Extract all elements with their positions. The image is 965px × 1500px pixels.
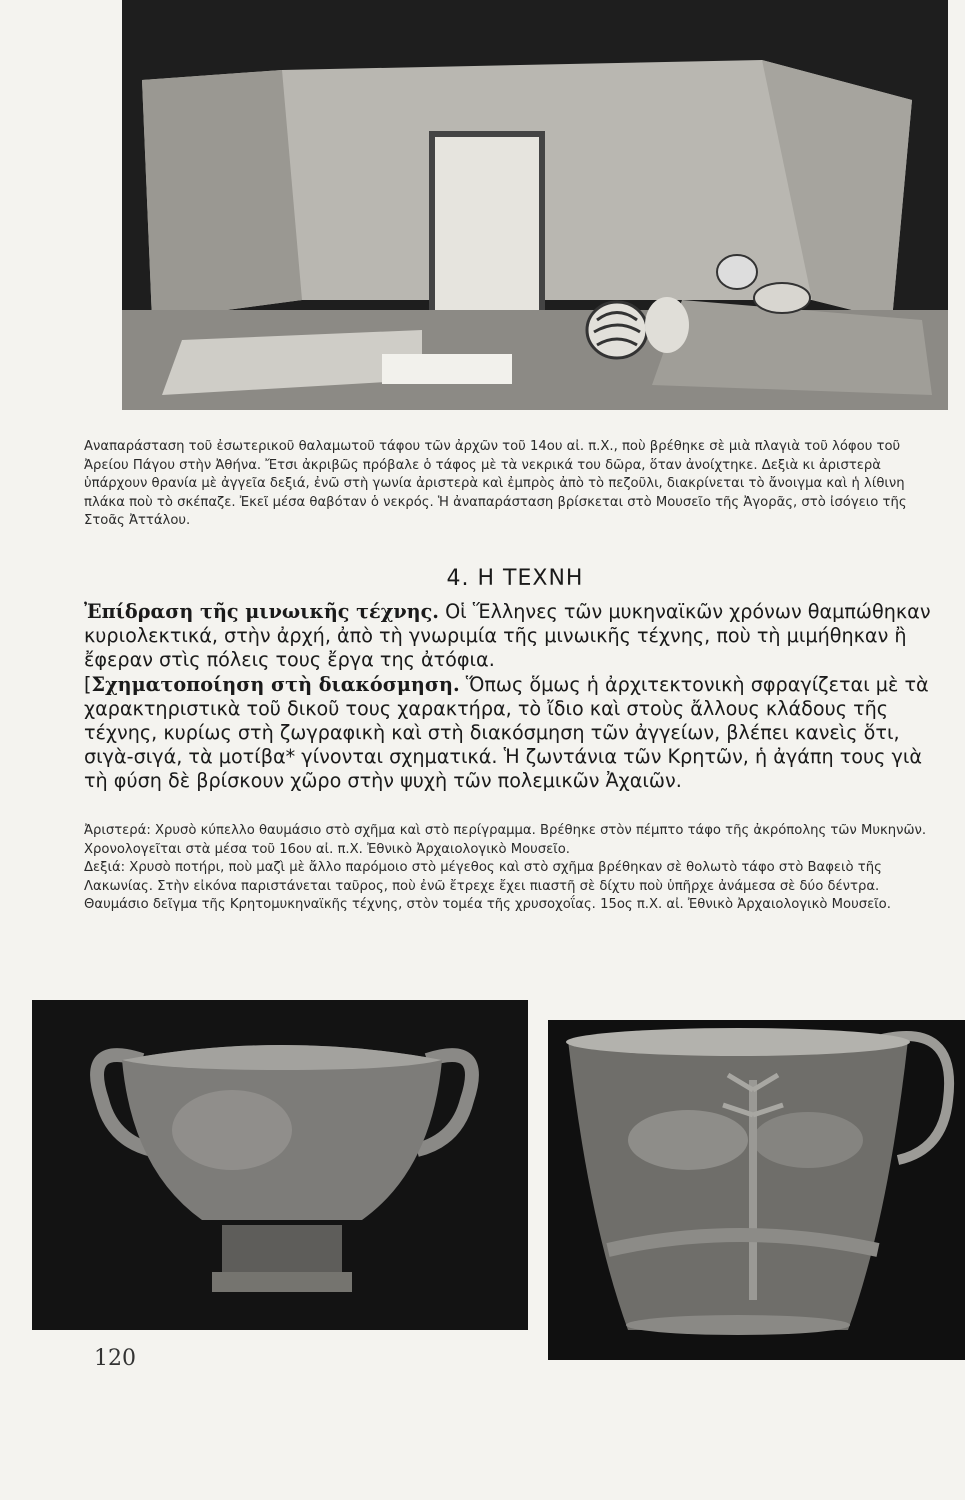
section-heading: 4. Η ΤΕΧΝΗ — [446, 566, 584, 591]
tomb-photo — [122, 0, 948, 410]
caption-right: Δεξιά: Χρυσὸ ποτήρι, ποὺ μαζὶ μὲ ἄλλο παρόμοιο στὸ μέγεθος καὶ στὸ σχῆμα βρέθηκαν σὲ θολωτὸ τάφο στὸ Βαφειὸ τῆς Λακωνίας. Στὴν εἰκόνα παριστάνεται ταῦρος, ποὺ ἐνῶ ἔτρεχε ἔχει πιαστῆ σὲ δίχτυ ποὺ ὑπῆρχε ἀνάμεσα σὲ δύο δέντρα. Θαυμάσιο δεῖγμα τῆς Κρητομυκηναϊκῆς τέχνης, στὸν τομέα τῆς χρυσοχοΐας. 15ος π.Χ. αἰ. Ἐθνικὸ Ἀρχαιολογικὸ Μουσεῖο. — [84, 860, 891, 913]
vapheio-cup-photo — [548, 1020, 965, 1360]
paragraph2-bracket: [ — [84, 672, 92, 696]
cup-captions — [84, 822, 944, 915]
paragraph-schematization — [84, 673, 948, 794]
kylix-photo — [32, 1000, 528, 1330]
caption-left: Ἀριστερά: Χρυσὸ κύπελλο θαυμάσιο στὸ σχῆμα καὶ στὸ περίγραμμα. Βρέθηκε στὸν πέμπτο τάφο τῆς ἀκρόπολης τῶν Μυκηνῶν. Χρονολογεῖται στὰ μέσα τοῦ 16ου αἰ. π.Χ. Ἐθνικὸ Ἀρχαιολογικὸ Μουσεῖο. — [84, 823, 927, 857]
paragraph1-title: Ἐπίδραση τῆς μινωικῆς τέχνης. — [84, 600, 439, 623]
paragraph1-text: Οἱ Ἕλληνες τῶν μυκηναϊκῶν χρόνων θαμπώθηκαν κυριολεκτικά, στὴν ἀρχή, ἀπὸ τὴ γνωριμία τῆς μινωικῆς τέχνης, ποὺ τὴ μιμήθηκαν ἢ ἔφεραν στὶς πόλεις τους ἔργα της ἀτόφια. — [84, 600, 931, 672]
tomb-caption: Αναπαράσταση τοῦ ἐσωτερικοῦ θαλαμωτοῦ τάφου τῶν ἀρχῶν τοῦ 14ου αἰ. π.Χ., ποὺ βρέθηκε σὲ μιὰ πλαγιὰ τοῦ λόφου τοῦ Ἀρείου Πάγου στὴν Ἀθήνα. Ἔτσι ἀκριβῶς πρόβαλε ὁ τάφος μὲ τὰ νεκρικά του δῶρα, ὅταν ἀνοίχτηκε. Δεξιὰ κι ἀριστερὰ ὑπάρχουν θρανία μὲ ἀγγεῖα δεξιά, ἐνῶ στὴ γωνία ἀριστερὰ καὶ ἐμπρὸς ἀπὸ τὸ πεζοῦλι, διακρίνεται τὸ ἄνοιγμα καὶ ἡ λίθινη πλάκα ποὺ τὸ σκέπαζε. Ἐκεῖ μέσα θαβόταν ὁ νεκρός. Ἡ ἀναπαράσταση βρίσκεται στὸ Μουσεῖο τῆς Ἀγορᾶς, στὸ ἰσόγειο τῆς Στοᾶς Ἀττάλου. — [84, 439, 907, 529]
paragraph-minoan-influence — [84, 600, 948, 673]
paragraph2-text: Ὅπως ὅμως ἡ ἀρχιτεκτονικὴ σφραγίζεται μὲ τὰ χαρακτηριστικὰ τοῦ δικοῦ τους χαρακτήρα, τὸ ἴδιο καὶ στοὺς ἄλλους κλάδους τῆς τέχνης, κυρίως στὴ ζωγραφικὴ καὶ στὴ διακόσμηση τῶν ἀγγείων, βλέπει κανεὶς ὅτι, σιγὰ-σιγά, τὰ μοτίβα* γίνονται σχηματικά. Ἡ ζωντάνια τῶν Κρητῶν, ἡ ἀγάπη τους γιὰ τὴ φύση δὲ βρίσκουν χῶρο στὴν ψυχὴ τῶν πολεμικῶν Ἀχαιῶν. — [84, 672, 929, 793]
paragraph2-title: Σχηματοποίηση στὴ διακόσμηση. — [91, 672, 460, 696]
page-number: 120 — [94, 1346, 136, 1371]
body-text — [84, 600, 948, 794]
